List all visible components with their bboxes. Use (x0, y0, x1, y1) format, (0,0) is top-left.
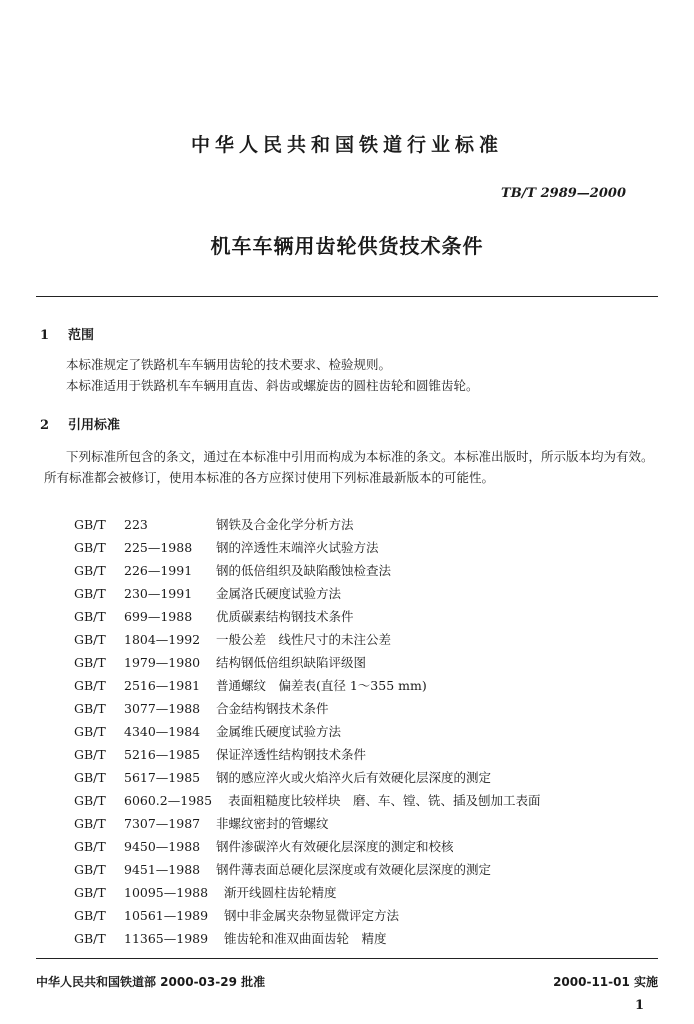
ref-number: 10095—1988 (124, 885, 209, 900)
reference-item (74, 607, 354, 629)
paragraph: 本标准规定了铁路机车车辆用齿轮的技术要求、检验规则。 (66, 357, 392, 372)
ref-code: GB/T (74, 931, 106, 946)
ref-number: 9450—1988 (124, 839, 201, 854)
ref-number: 7307—1987 (124, 816, 201, 831)
ref-code: GB/T (74, 908, 106, 923)
ref-number: 4340—1984 (124, 724, 201, 739)
reference-item (74, 837, 454, 859)
ref-code: GB/T (74, 724, 106, 739)
reference-item (74, 676, 427, 698)
implementation-date: 2000-11-01 实施 (553, 975, 658, 989)
ref-number: 10561—1989 (124, 908, 209, 923)
ref-number: 5216—1985 (124, 747, 201, 762)
ref-number: 11365—1989 (124, 931, 209, 946)
ref-number: 6060.2—1985 (124, 793, 213, 808)
footer-divider (36, 958, 658, 959)
ref-title: 金属洛氏硬度试验方法 (216, 586, 342, 601)
ref-number: 699—1988 (124, 609, 193, 624)
ref-code: GB/T (74, 678, 106, 693)
page-number: 1 (634, 998, 644, 1013)
section-1-body (44, 354, 660, 396)
reference-item (74, 745, 366, 767)
ref-title: 表面粗糙度比较样块 磨、车、镗、铣、插及刨加工表面 (228, 793, 541, 808)
ref-title: 渐开线圆柱齿轮精度 (224, 885, 337, 900)
ref-code: GB/T (74, 885, 106, 900)
reference-item (74, 515, 354, 537)
ref-title: 钢中非金属夹杂物显微评定方法 (224, 908, 400, 923)
approval-line: 中华人民共和国铁道部 2000-03-29 批准 (36, 975, 266, 989)
ref-title: 钢件渗碳淬火有效硬化层深度的测定和校核 (216, 839, 454, 854)
ref-title: 金属维氏硬度试验方法 (216, 724, 342, 739)
ref-title: 结构钢低倍组织缺陷评级图 (216, 655, 367, 670)
title-divider (36, 296, 658, 297)
ref-title: 钢的低倍组织及缺陷酸蚀检查法 (216, 563, 392, 578)
reference-item (74, 722, 341, 744)
paragraph: 本标准适用于铁路机车车辆用直齿、斜齿或螺旋齿的圆柱齿轮和圆锥齿轮。 (66, 378, 479, 393)
ref-code: GB/T (74, 747, 106, 762)
ref-code: GB/T (74, 701, 106, 716)
ref-number: 230—1991 (124, 586, 193, 601)
reference-item (74, 814, 329, 836)
ref-title: 锥齿轮和准双曲面齿轮 精度 (224, 931, 387, 946)
reference-item (74, 538, 379, 560)
document-title: 机车车辆用齿轮供货技术条件 (210, 234, 484, 258)
ref-number: 226—1991 (124, 563, 193, 578)
ref-title: 钢的淬透性末端淬火试验方法 (216, 540, 379, 555)
reference-item (74, 929, 387, 951)
standard-number: TB/T 2989—2000 (501, 186, 626, 201)
ref-title: 钢铁及合金化学分析方法 (216, 517, 354, 532)
ref-number: 9451—1988 (124, 862, 201, 877)
ref-code: GB/T (74, 793, 106, 808)
ref-number: 223 (124, 517, 148, 532)
ref-number: 5617—1985 (124, 770, 201, 785)
section-1-heading (40, 324, 94, 343)
ref-code: GB/T (74, 517, 106, 532)
ref-number: 2516—1981 (124, 678, 201, 693)
section-number: 1 (40, 328, 50, 343)
reference-item (74, 630, 391, 652)
reference-item (74, 906, 399, 928)
reference-item (74, 768, 491, 790)
ref-title: 钢件薄表面总硬化层深度或有效硬化层深度的测定 (216, 862, 492, 877)
ref-code: GB/T (74, 609, 106, 624)
ref-number: 1979—1980 (124, 655, 201, 670)
ref-title: 非螺纹密封的管螺纹 (216, 816, 329, 831)
ref-title: 普通螺纹 偏差表(直径 1～355 mm) (216, 678, 427, 693)
ref-code: GB/T (74, 586, 106, 601)
ref-title: 一般公差 线性尺寸的未注公差 (216, 632, 392, 647)
ref-title: 优质碳素结构钢技术条件 (216, 609, 354, 624)
ref-number: 225—1988 (124, 540, 193, 555)
reference-item (74, 791, 541, 813)
reference-item (74, 699, 329, 721)
ref-code: GB/T (74, 816, 106, 831)
ref-code: GB/T (74, 862, 106, 877)
reference-item (74, 561, 391, 583)
reference-item (74, 584, 341, 606)
ref-number: 1804—1992 (124, 632, 201, 647)
reference-item (74, 883, 337, 905)
ref-title: 合金结构钢技术条件 (216, 701, 329, 716)
ref-title: 钢的感应淬火或火焰淬火后有效硬化层深度的测定 (216, 770, 492, 785)
reference-item (74, 860, 491, 882)
section-number: 2 (40, 418, 50, 433)
section-title: 引用标准 (68, 418, 121, 433)
ref-code: GB/T (74, 770, 106, 785)
ref-code: GB/T (74, 540, 106, 555)
section-title: 范围 (68, 328, 95, 343)
ref-code: GB/T (74, 839, 106, 854)
standard-header: 中华人民共和国铁道行业标准 (190, 134, 503, 156)
ref-title: 保证淬透性结构钢技术条件 (216, 747, 367, 762)
paragraph: 下列标准所包含的条文，通过在本标准中引用而构成为本标准的条文。本标准出版时，所示版本均为有效。所有标准都会被修订，使用本标准的各方应探讨使用下列标准最新版本的可能性。 (44, 449, 654, 485)
ref-code: GB/T (74, 655, 106, 670)
ref-number: 3077—1988 (124, 701, 201, 716)
section-2-heading (40, 414, 120, 433)
ref-code: GB/T (74, 563, 106, 578)
reference-item (74, 653, 366, 675)
ref-code: GB/T (74, 632, 106, 647)
section-2-body (44, 446, 660, 488)
